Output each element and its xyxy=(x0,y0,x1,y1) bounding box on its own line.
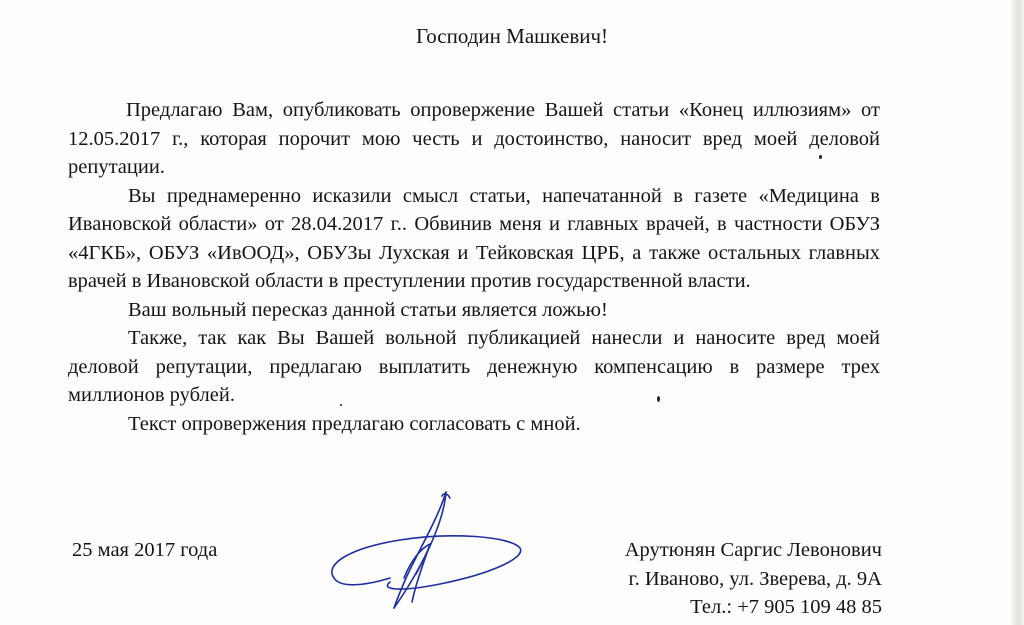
scan-speck xyxy=(657,396,660,402)
letter-date: 25 мая 2017 года xyxy=(72,539,218,561)
salutation: Господин Машкевич! xyxy=(415,24,609,48)
paragraph-accusation: Вы преднамеренно исказили смысл статьи, напечатанной в газете «Медицина в Ивановской области» от 28.04.2017 г.. Обвинив меня и главных врачей, в частности ОБУЗ «4ГКБ», ОБУЗ «ИвООД», ОБУЗы Лухская и Тейковская ЦРБ, а также остальных главных врачей в Ивановской области в преступлении против государственной власти. xyxy=(68,184,880,292)
scan-speck xyxy=(819,155,822,159)
letter-body xyxy=(68,96,880,438)
sender-block xyxy=(625,536,882,622)
sender-address: г. Иваново, ул. Зверева, д. 9А xyxy=(628,567,882,590)
scan-speck xyxy=(340,404,342,406)
paragraph-compensation: Также, так как Вы Вашей вольной публикацией нанесли и наносите вред моей деловой репутации, предлагаю выплатить денежную компенсацию в размере трех миллионов рублей. xyxy=(68,327,880,406)
sender-phone: Тел.: +7 905 109 48 85 xyxy=(690,596,882,618)
sender-name: Арутюнян Саргис Левонович xyxy=(624,539,882,561)
handwritten-signature xyxy=(320,478,540,618)
paragraph-agreement: Текст опровержения предлагаю согласовать с мной. xyxy=(128,412,581,435)
paragraph-false-claim: Ваш вольный пересказ данной статьи является ложью! xyxy=(128,298,608,321)
scan-shadow-edge xyxy=(1010,0,1024,625)
paragraph-demand: Предлагаю Вам, опубликовать опровержение Вашей статьи «Конец иллюзиям» от 12.05.2017 г., которая порочит мою честь и достоинство, наносит вред моей деловой репутации. xyxy=(68,99,880,178)
